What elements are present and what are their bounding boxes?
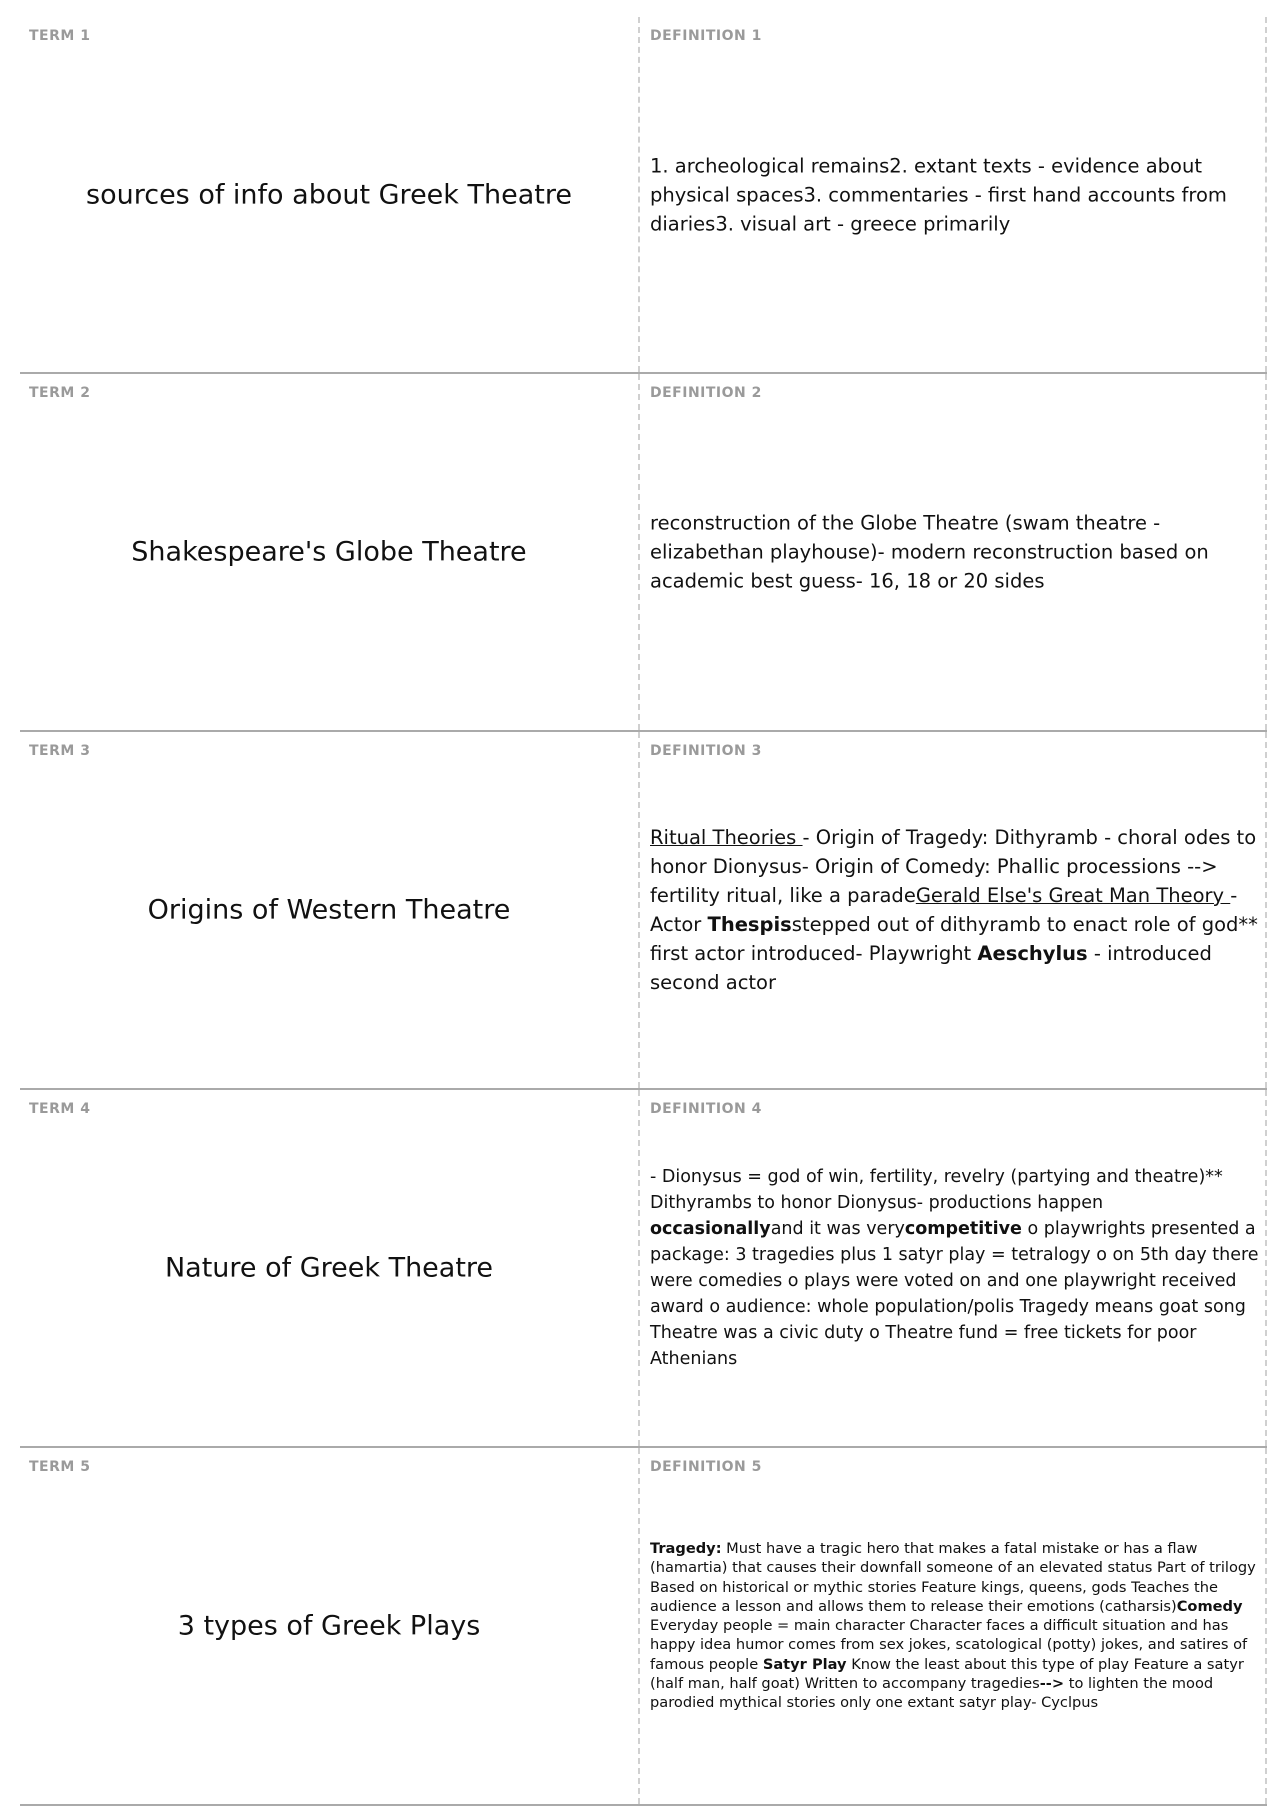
term-text: 3 types of Greek Plays — [177, 1610, 481, 1642]
definition-label: DEFINITION 1 — [650, 28, 762, 44]
definition-segment: - Dionysus = god of win, fertility, revelry (partying and theatre)** Dithyrambs to honor Dionysus- productions happen — [650, 1167, 1223, 1213]
definition-label: DEFINITION 2 — [650, 385, 762, 401]
definition-text — [650, 823, 1259, 997]
definition-text: 1. archeological remains2. extant texts - evidence about physical spaces3. commentaries - first hand accounts from diaries3. visual art - greece primarily — [650, 154, 1227, 235]
definition-cell — [640, 732, 1267, 1088]
definition-segment: - Origin of Tragedy: Dithyramb - choral odes to honor Dionysus- Origin of Comedy: Phallic processions --> fertility ritual, like a parade — [650, 826, 1257, 907]
definition-segment: to lighten the mood parodied mythical stories only one extant satyr play- Cyclpus — [650, 1675, 1214, 1712]
flashcard-1 — [20, 17, 1267, 374]
definition-segment: Everyday people = main character Character faces a difficult situation and has happy idea humor comes from sex jokes, scatological (potty) jokes, and satires of famous people — [650, 1617, 1248, 1673]
term-label: TERM 5 — [29, 1459, 91, 1475]
term-label: TERM 1 — [29, 28, 91, 44]
definition-cell — [640, 374, 1267, 730]
bold-term: occasionally — [650, 1219, 771, 1239]
bold-term: competitive — [904, 1219, 1022, 1239]
definition-segment: and it was very — [770, 1219, 905, 1239]
definition-segment: - introduced second actor — [650, 942, 1212, 994]
flashcard-sheet — [20, 17, 1267, 1806]
bold-term: Comedy — [1176, 1598, 1243, 1616]
term-label: TERM 4 — [29, 1101, 91, 1117]
term-cell — [20, 17, 640, 372]
term-text: Nature of Greek Theatre — [164, 1252, 494, 1284]
definition-segment: Know the least about this type of play Feature a satyr (half man, half goat) Written to accompany tragedies — [650, 1655, 1244, 1693]
definition-label: DEFINITION 3 — [650, 743, 762, 759]
term-cell — [20, 732, 640, 1088]
definition-segment: stepped out of dithyramb to enact role of god** first actor introduced- Playwright — [650, 913, 1258, 965]
definition-text — [650, 1164, 1259, 1372]
term-text: Origins of Western Theatre — [147, 894, 511, 926]
bold-term: Aeschylus — [977, 942, 1088, 965]
definition-label: DEFINITION 4 — [650, 1101, 762, 1117]
flashcard-4 — [20, 1090, 1267, 1448]
bold-term: Thespis — [707, 913, 792, 936]
term-text: sources of info about Greek Theatre — [86, 179, 572, 210]
definition-label: DEFINITION 5 — [650, 1459, 762, 1475]
flashcard-3 — [20, 732, 1267, 1090]
definition-segment: - Actor — [650, 884, 1238, 936]
underlined-heading: Gerald Else's Great Man Theory — [915, 884, 1231, 907]
definition-cell — [640, 1448, 1267, 1804]
definition-cell — [640, 1090, 1267, 1446]
term-label: TERM 2 — [29, 385, 91, 401]
term-label: TERM 3 — [29, 743, 91, 759]
definition-text: reconstruction of the Globe Theatre (swam theatre - elizabethan playhouse)- modern reconstruction based on academic best guess- 16, 18 or 20 sides — [650, 511, 1209, 593]
term-cell — [20, 1448, 640, 1804]
flashcard-2 — [20, 374, 1267, 732]
term-cell — [20, 1090, 640, 1446]
term-cell — [20, 374, 640, 730]
definition-text — [650, 1539, 1259, 1713]
definition-segment: Must have a tragic hero that makes a fatal mistake or has a flaw (hamartia) that causes their downfall someone of an elevated status Part of trilogy Based on historical or mythic stories Feature kings, queens, gods Teaches the audience a lesson and allows them to release their emotions (catharsis) — [650, 1540, 1256, 1616]
bold-term: Tragedy: — [650, 1540, 722, 1558]
definition-segment: o playwrights presented a package: 3 tragedies plus 1 satyr play = tetralogy o on 5th day there were comedies o plays were voted on and one playwright received award o audience: whole population/polis Tragedy means goat song Theatre was a civic duty o Theatre fund = free tickets for poor Athenians — [650, 1219, 1259, 1369]
underlined-heading: Ritual Theories — [650, 826, 803, 849]
flashcard-5 — [20, 1448, 1267, 1806]
term-text: Shakespeare's Globe Theatre — [131, 536, 527, 568]
bold-term: Satyr Play — [762, 1655, 847, 1673]
bold-arrow: --> — [1039, 1675, 1065, 1693]
definition-cell — [640, 17, 1267, 372]
